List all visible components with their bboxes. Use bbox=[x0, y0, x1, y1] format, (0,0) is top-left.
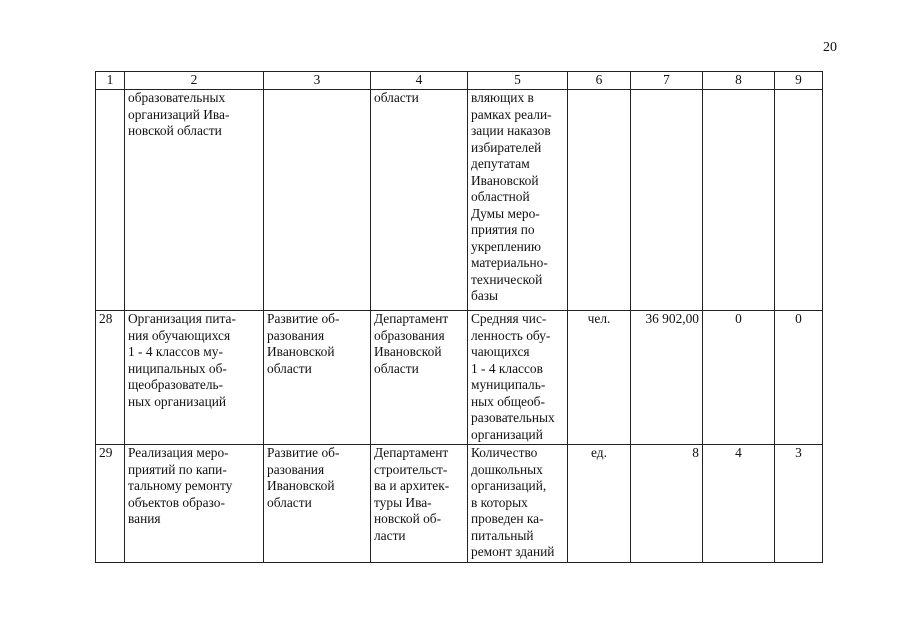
value-9-cell bbox=[775, 90, 823, 311]
value-9-cell: 0 bbox=[775, 311, 823, 445]
indicator-cell: вляющих в рамках реали- зации наказов избирателей депутатам Ивановской областной Думы меро- приятия по укреплению материально- технической базы bbox=[468, 90, 568, 311]
value-8-cell: 0 bbox=[703, 311, 775, 445]
row-number-cell: 28 bbox=[96, 311, 125, 445]
column-header: 5 bbox=[468, 72, 568, 90]
column-header: 9 bbox=[775, 72, 823, 90]
program-cell: Развитие об- разования Ивановской области bbox=[264, 311, 371, 445]
row-number-cell: 29 bbox=[96, 445, 125, 563]
program-cell bbox=[264, 90, 371, 311]
executor-cell: области bbox=[371, 90, 468, 311]
column-header: 3 bbox=[264, 72, 371, 90]
value-7-cell: 8 bbox=[631, 445, 703, 563]
indicator-cell: Количество дошкольных организаций, в которых проведен ка- питальный ремонт зданий bbox=[468, 445, 568, 563]
column-header: 6 bbox=[568, 72, 631, 90]
executor-cell: Департамент образования Ивановской области bbox=[371, 311, 468, 445]
column-header: 4 bbox=[371, 72, 468, 90]
column-header: 7 bbox=[631, 72, 703, 90]
table-row bbox=[96, 445, 823, 563]
unit-cell: ед. bbox=[568, 445, 631, 563]
value-7-cell: 36 902,00 bbox=[631, 311, 703, 445]
value-8-cell bbox=[703, 90, 775, 311]
activity-name-cell: образовательных организаций Ива- новской области bbox=[125, 90, 264, 311]
header-row bbox=[96, 72, 823, 90]
column-header: 2 bbox=[125, 72, 264, 90]
program-cell: Развитие об- разования Ивановской области bbox=[264, 445, 371, 563]
value-9-cell: 3 bbox=[775, 445, 823, 563]
row-number-cell bbox=[96, 90, 125, 311]
data-table bbox=[95, 71, 823, 563]
column-header: 1 bbox=[96, 72, 125, 90]
column-header: 8 bbox=[703, 72, 775, 90]
value-7-cell bbox=[631, 90, 703, 311]
unit-cell: чел. bbox=[568, 311, 631, 445]
indicator-cell: Средняя чис- ленность обу- чающихся 1 - 4 классов муниципаль- ных общеоб- разовательных организаций bbox=[468, 311, 568, 445]
table-row bbox=[96, 311, 823, 445]
executor-cell: Департамент строительст- ва и архитек- туры Ива- новской об- ласти bbox=[371, 445, 468, 563]
activity-name-cell: Реализация меро- приятий по капи- тальному ремонту объектов образо- вания bbox=[125, 445, 264, 563]
unit-cell bbox=[568, 90, 631, 311]
page-number: 20 bbox=[823, 40, 837, 55]
table-row bbox=[96, 90, 823, 311]
value-8-cell: 4 bbox=[703, 445, 775, 563]
activity-name-cell: Организация пита- ния обучающихся 1 - 4 классов му- ниципальных об- щеобразователь- ных организаций bbox=[125, 311, 264, 445]
